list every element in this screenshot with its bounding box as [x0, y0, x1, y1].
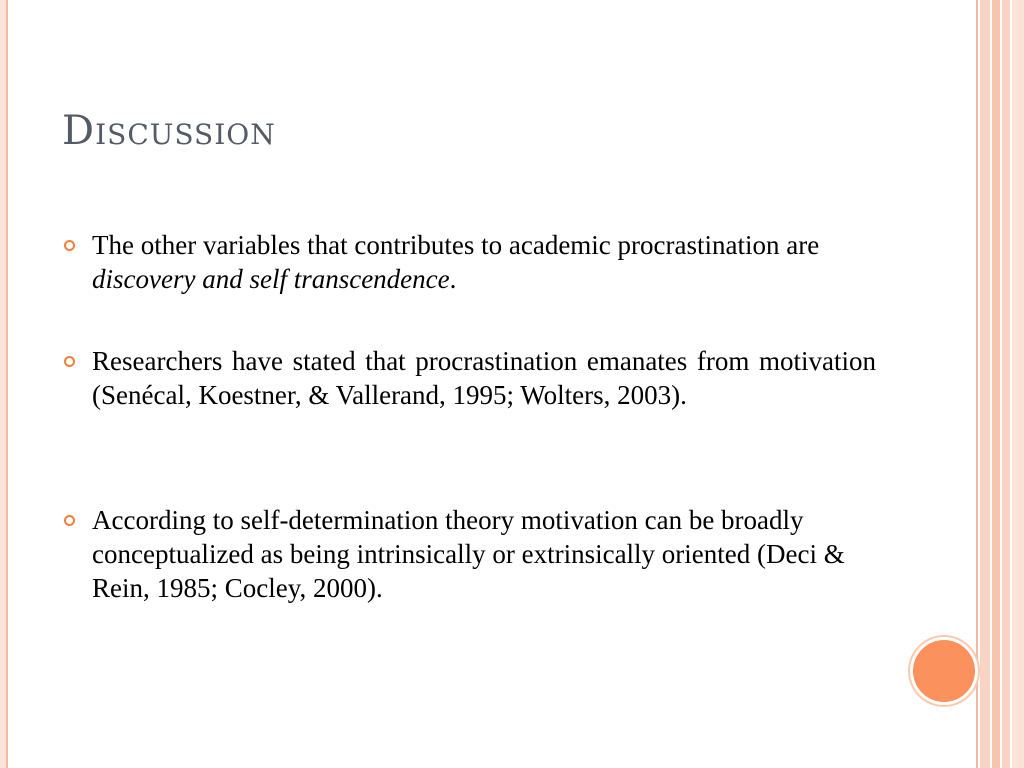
- right-stripe-decoration: [976, 0, 1024, 768]
- bullet-item: [62, 503, 876, 605]
- circle-bullet-icon: [64, 240, 75, 251]
- bullet-text: According to self-determination theory motivation can be broadly conceptualized as being intrinsically or extrinsically oriented (Deci & Rein, 1985; Cocley, 2000).: [92, 505, 845, 603]
- bullet-text-end: .: [449, 264, 457, 294]
- bullet-item: [62, 344, 876, 412]
- bullet-text: Researchers have stated that procrastination emanates from motivation (Senécal, Koestner, & Vallerand, 1995; Wolters, 2003).: [92, 346, 876, 410]
- bullet-list: [62, 228, 876, 605]
- bullet-text: The other variables that contributes to academic procrastination are: [92, 230, 820, 260]
- circle-bullet-icon: [64, 515, 75, 526]
- slide-title: Discussion: [62, 108, 276, 154]
- bullet-item: [62, 228, 876, 296]
- bullet-emphasis: discovery and self transcendence: [92, 264, 450, 294]
- circle-bullet-icon: [64, 356, 75, 367]
- orange-circle-decoration: [913, 640, 975, 702]
- left-border-decoration: [0, 0, 6, 768]
